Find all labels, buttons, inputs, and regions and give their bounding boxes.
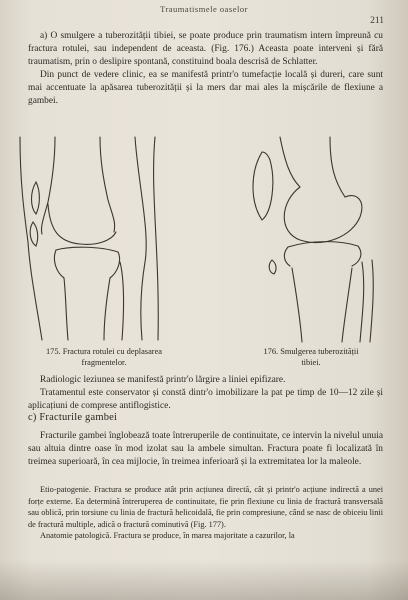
knee-illustrations [0,122,408,372]
figure-176-caption-line1: 176. Smulgerea tuberozității [263,347,359,356]
intro-text [28,30,383,108]
figure-175-drawing [20,137,158,340]
paragraph-pathologic-anatomy: Anatomie patologică. Fractura se produce, în marea majoritate a cazurilor, la [40,531,295,541]
after-figures-text [28,374,383,413]
paragraph-tuberosity: a) O smulgere a tuberozității tibiei, se poate produce prin traumatism intern împreună cu fractura rotulei, sau independent de aceasta. (Fig. 176.) Aceasta poate interveni și fără traumatism, prin o deslipire spontană, constituind boala descrisă de Schlatter. [28,31,383,67]
figure-175-caption-line1: 175. Fractura rotulei cu deplasarea [45,347,163,356]
figure-175-caption-line2: fragmentelor. [81,358,127,367]
section-small-text [28,484,383,542]
paragraph-radiologic: Radiologic leziunea se manifestă printr'o lărgire a liniei epifizare. [40,375,286,385]
paragraph-clinical: Din punct de vedere clinic, ea se manifestă printr'o tumefacție locală și dureri, care sunt mai accentuate la apăsarea tuberozității și la mers dar mai ales la mișcările de flexiune a gambei. [28,70,383,106]
figure-176-drawing [253,137,373,342]
figure-176-caption [236,346,386,368]
figure-area [0,122,408,372]
section-text [28,430,383,469]
section-title: c) Fracturile gambei [28,412,118,423]
page-shadow [0,560,408,600]
paragraph-leg-fractures: Fracturile gambei înglobează toate întreruperile de continuitate, ce intervin la nivelul unuia sau altuia dintre oase în mod izolat sau la ambele simultan. Fractura poate fi localizată în treimea superioară, în cea mijlocie, în treimea inferioară și la extremitatea lor la maleole. [28,431,383,467]
figure-175-caption [24,346,184,368]
running-title: Traumatismele oaselor [160,4,248,14]
page-number: 211 [370,16,384,26]
figure-176-caption-line2: tibiei. [301,358,321,367]
paragraph-treatment: Tratamentul este conservator și constă dintr'o imobilizare la pat pe timp de 10—12 zile și aplicațiuni de comprese antiflogistice. [28,388,383,411]
paragraph-etiopathogeny: Etio-patogenie. Fractura se produce atât prin acțiunea directă, cât și printr'o acțiune indirectă a unei forțe externe. Ea determină întreruperea de continuitate, fie prin flexiune cu linia de fractură transversală sau oblică, prin torsiune cu linia de fractură helicoidală, fie prin compresiune, când se nasc de obiceiu linii de fractură multiple, adică o fractură cominutivă (Fig. 177). [28,485,383,529]
